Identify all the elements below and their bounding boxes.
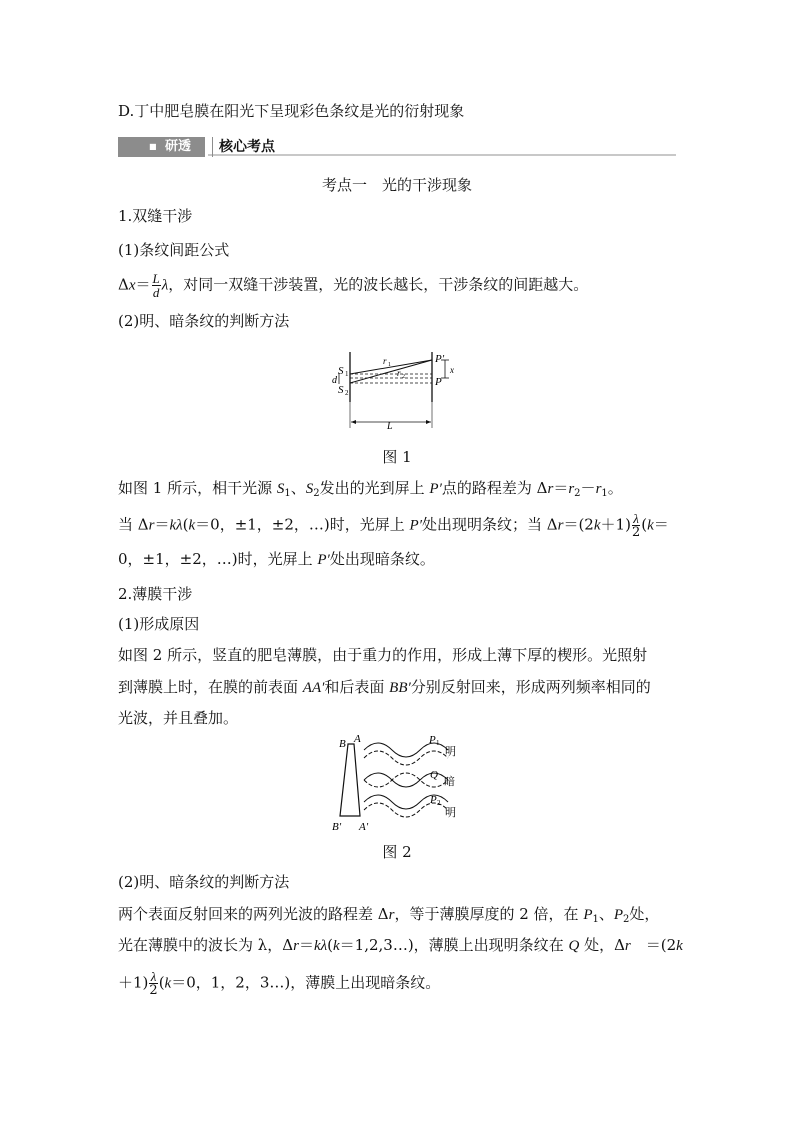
section2-paragraph2-line3: ＋1) $\frac{\lambda}{2}$ (k＝0，1，2，3…)，薄膜上出现暗条纹。: [118, 969, 441, 998]
label-b: B: [339, 738, 346, 750]
label-s2: S: [338, 384, 344, 396]
label-b-prime: B′: [332, 821, 342, 833]
label-bright-1: 明: [445, 746, 456, 758]
section1-title: 1.双缝干涉: [118, 207, 193, 225]
figure-1-double-slit: [325, 350, 465, 432]
label-p: P: [435, 376, 442, 388]
section1-sub2: (2)明、暗条纹的判断方法: [118, 312, 290, 330]
label-r1: r: [383, 356, 387, 366]
figure-2-thin-film: [330, 730, 470, 834]
label-s1: S: [338, 365, 344, 377]
section-banner: [118, 137, 676, 157]
banner-title: 核心考点: [212, 137, 275, 157]
svg-text:1: 1: [436, 739, 440, 747]
svg-text:2: 2: [345, 389, 349, 397]
label-r2: r: [397, 368, 401, 378]
section1-paragraph2: 当 Δr＝kλ(k＝0，±1，±2，…)时，光屏上 P′处出现明条纹；当 Δr＝(2k＋1) $\frac{\lambda}{2}$ (k＝: [118, 511, 669, 540]
section2-paragraph1-line2: 到薄膜上时，在膜的前表面 AA′和后表面 BB′分别反射回来，形成两列频率相同的: [118, 678, 651, 696]
banner-tag-label: 研透: [165, 139, 192, 154]
figure-2-caption: 图 2: [382, 843, 412, 861]
label-p-prime: P′: [435, 353, 445, 365]
section2-paragraph1-line3: 光波，并且叠加。: [118, 709, 239, 727]
label-bright-2: 明: [445, 807, 456, 819]
label-d: d: [332, 375, 337, 386]
lambda-half-fraction-2: $\frac{\lambda}{2}$: [149, 969, 158, 998]
label-q: Q: [430, 769, 438, 781]
banner-tag: [118, 137, 205, 157]
lambda-half-fraction: $\frac{\lambda}{2}$: [631, 511, 641, 540]
section2-title: 2.薄膜干涉: [118, 585, 193, 603]
label-a-prime: A′: [359, 821, 369, 833]
section2-paragraph2-line1: 两个表面反射回来的两列光波的路程差 Δr，等于薄膜厚度的 2 倍，在 $P_1$、$P_2$处，: [118, 905, 660, 925]
formula-line: Δx＝ $\frac{L}{d}$ λ，对同一双缝干涉装置，光的波长越长，干涉条纹的间距越大。: [118, 271, 589, 300]
section2-sub1: (1)形成原因: [118, 615, 200, 633]
label-p1: P: [429, 734, 436, 746]
topic-heading: 考点一 光的干涉现象: [321, 176, 472, 194]
formula-fraction: $\frac{L}{d}$: [152, 271, 160, 300]
label-l: L: [387, 421, 393, 432]
section2-sub2: (2)明、暗条纹的判断方法: [118, 873, 290, 891]
section2-paragraph1-line1: 如图 2 所示，竖直的肥皂薄膜，由于重力的作用，形成上薄下厚的楔形。光照射: [118, 646, 648, 664]
section1-paragraph1: 如图 1 所示，相干光源 $S_1$、$S_2$发出的光到屏上 P′点的路程差为 $\Delta r=r_2-r_1$。: [118, 479, 623, 499]
svg-text:2: 2: [402, 374, 405, 380]
banner-square-icon: ■: [149, 142, 157, 151]
label-a: A: [354, 733, 361, 745]
label-p2: P: [430, 794, 437, 806]
figure-1-caption: 图 1: [382, 448, 412, 466]
svg-text:1: 1: [388, 362, 391, 368]
option-d: D.丁中肥皂膜在阳光下呈现彩色条纹是光的衍射现象: [118, 102, 465, 120]
section2-paragraph2-line2: 光在薄膜中的波长为 λ，Δr＝kλ(k＝1,2,3…)，薄膜上出现明条纹在 Q 处，Δr ＝(2k: [118, 936, 683, 954]
banner-rule: [208, 154, 676, 156]
svg-text:2: 2: [437, 799, 441, 807]
section1-paragraph3: 0，±1，±2，…)时，光屏上 P′处出现暗条纹。: [118, 550, 435, 568]
label-dark: 暗: [444, 776, 455, 788]
section1-sub1: (1)条纹间距公式: [118, 241, 230, 259]
label-x: x: [450, 365, 454, 375]
svg-text:1: 1: [345, 370, 349, 378]
